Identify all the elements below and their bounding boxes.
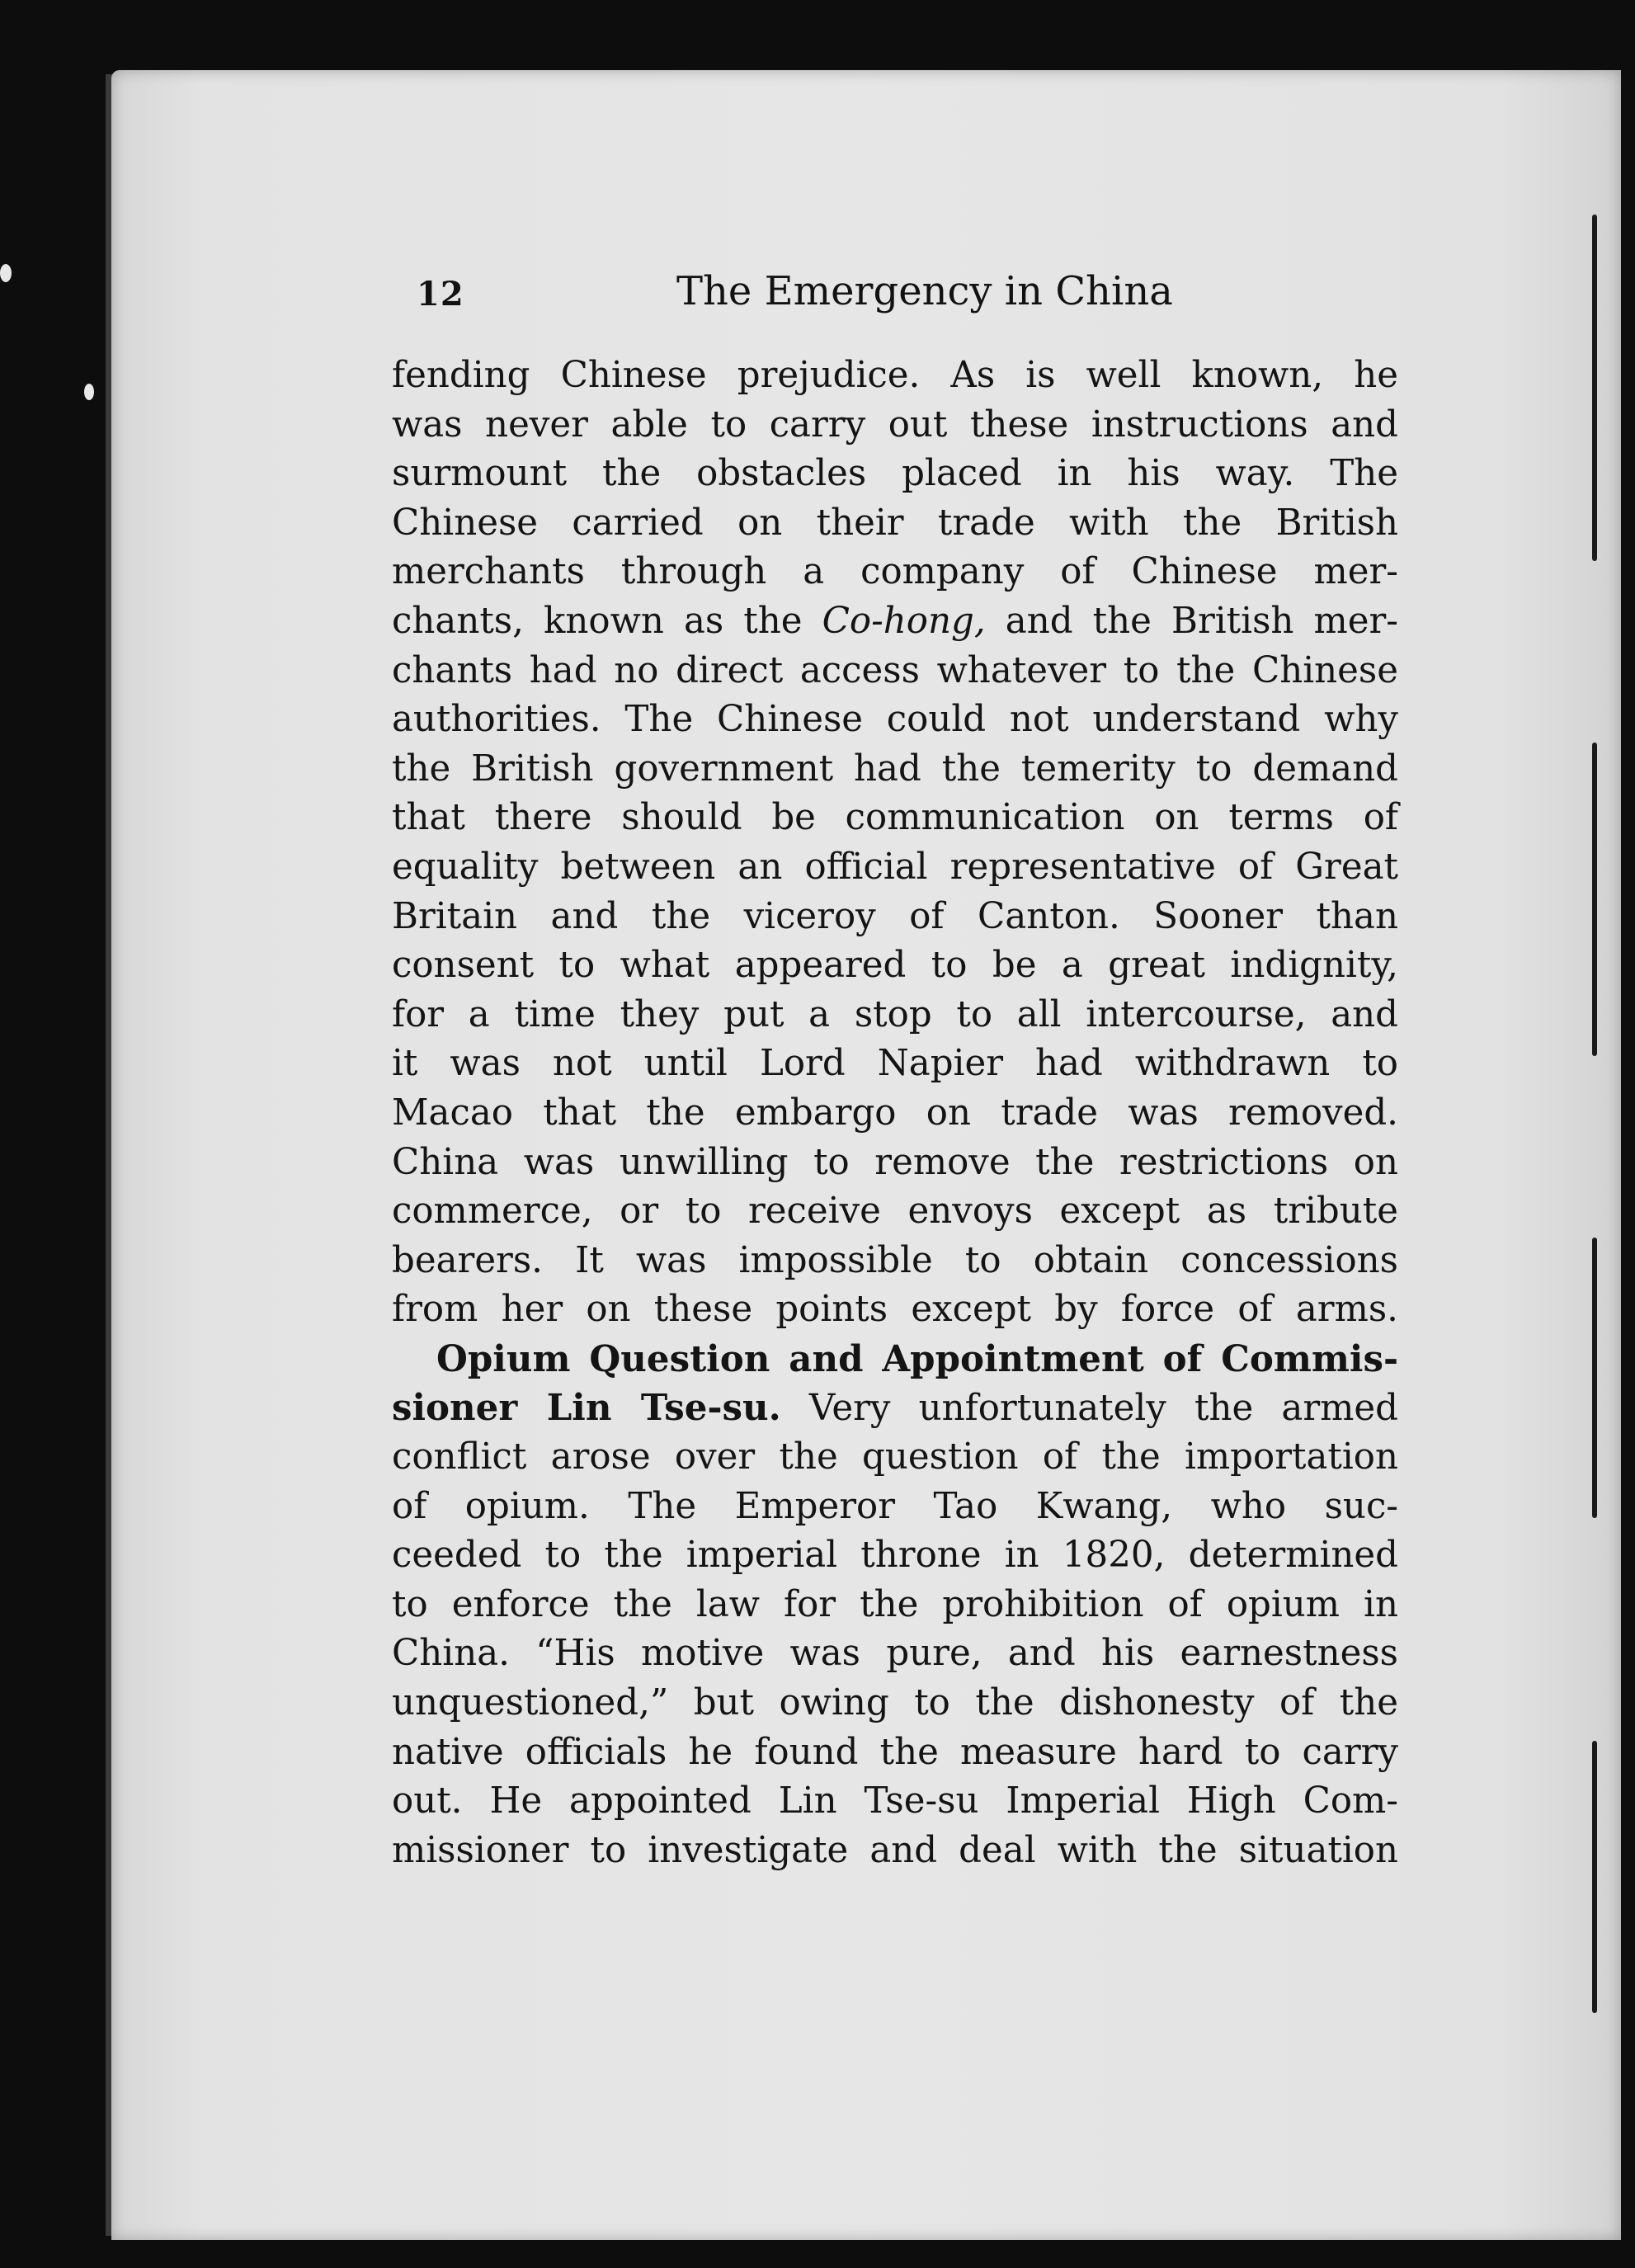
text-line: native officials he found the measure hard to carry bbox=[392, 1731, 1398, 1773]
text-line: chants had no direct access whatever to the Chinese bbox=[392, 649, 1398, 691]
text-line: Britain and the viceroy of Canton. Sooner than bbox=[392, 895, 1398, 937]
text-line: commerce, or to receive envoys except as tribute bbox=[392, 1191, 1398, 1233]
body-text bbox=[392, 351, 1398, 1875]
text-line: Chinese carried on their trade with the British bbox=[392, 502, 1398, 544]
text-line: China was unwilling to remove the restrictions on bbox=[392, 1141, 1398, 1183]
text-line: to enforce the law for the prohibition of opium in bbox=[392, 1583, 1398, 1625]
italic-term: Co-hong, bbox=[822, 600, 986, 642]
text-line: surmount the obstacles placed in his way. The bbox=[392, 453, 1398, 495]
text-line: from her on these points except by force of arms. bbox=[392, 1289, 1398, 1331]
text-line: of opium. The Emperor Tao Kwang, who suc- bbox=[392, 1485, 1398, 1527]
text-line: it was not until Lord Napier had withdrawn to bbox=[392, 1043, 1398, 1085]
text-line: missioner to investigate and deal with the situation bbox=[392, 1829, 1398, 1871]
text-line: ceeded to the imperial throne in 1820, determined bbox=[392, 1535, 1398, 1577]
margin-shadow bbox=[1592, 1741, 1597, 2013]
text-line bbox=[392, 597, 1398, 647]
text-line: bearers. It was impossible to obtain concessions bbox=[392, 1239, 1398, 1281]
text-line: the British government had the temerity to demand bbox=[392, 747, 1398, 790]
text-line: out. He appointed Lin Tse-su Imperial High Com- bbox=[392, 1780, 1398, 1822]
text-line: authorities. The Chinese could not understand why bbox=[392, 699, 1398, 741]
text-line: fending Chinese prejudice. As is well known, he bbox=[392, 355, 1398, 396]
margin-shadow bbox=[1592, 743, 1597, 1056]
text-line: equality between an official representative of Great bbox=[392, 846, 1398, 888]
scan-speck bbox=[84, 384, 94, 400]
text-line: conflict arose over the question of the importation bbox=[392, 1436, 1398, 1478]
book-title: The Emergency in China bbox=[676, 268, 1173, 314]
text-line bbox=[392, 1384, 1398, 1433]
section-heading: Opium Question and Appointment of Commis- bbox=[436, 1337, 1398, 1380]
page-number: 12 bbox=[417, 275, 464, 314]
text-segment: chants, known as the bbox=[392, 600, 822, 642]
text-line: that there should be communication on terms of bbox=[392, 797, 1398, 839]
section-heading-end: sioner Lin Tse-su. bbox=[392, 1387, 781, 1430]
text-segment: Very unfortunately the armed bbox=[780, 1388, 1398, 1430]
text-line: Macao that the embargo on trade was removed. bbox=[392, 1092, 1398, 1134]
margin-shadow bbox=[1592, 215, 1597, 561]
text-line: consent to what appeared to be a great indignity, bbox=[392, 945, 1398, 987]
margin-shadow bbox=[1592, 1238, 1597, 1518]
text-segment: and the British mer- bbox=[985, 600, 1398, 642]
scan-speck bbox=[0, 264, 12, 282]
running-head bbox=[417, 268, 1390, 326]
text-line: merchants through a company of Chinese mer- bbox=[392, 551, 1398, 593]
text-line: China. “His motive was pure, and his earnestness bbox=[392, 1633, 1398, 1675]
text-line: for a time they put a stop to all intercourse, and bbox=[392, 993, 1398, 1035]
text-line: unquestioned,” but owing to the dishonesty of the bbox=[392, 1682, 1398, 1724]
text-line: was never able to carry out these instructions and bbox=[392, 403, 1398, 446]
